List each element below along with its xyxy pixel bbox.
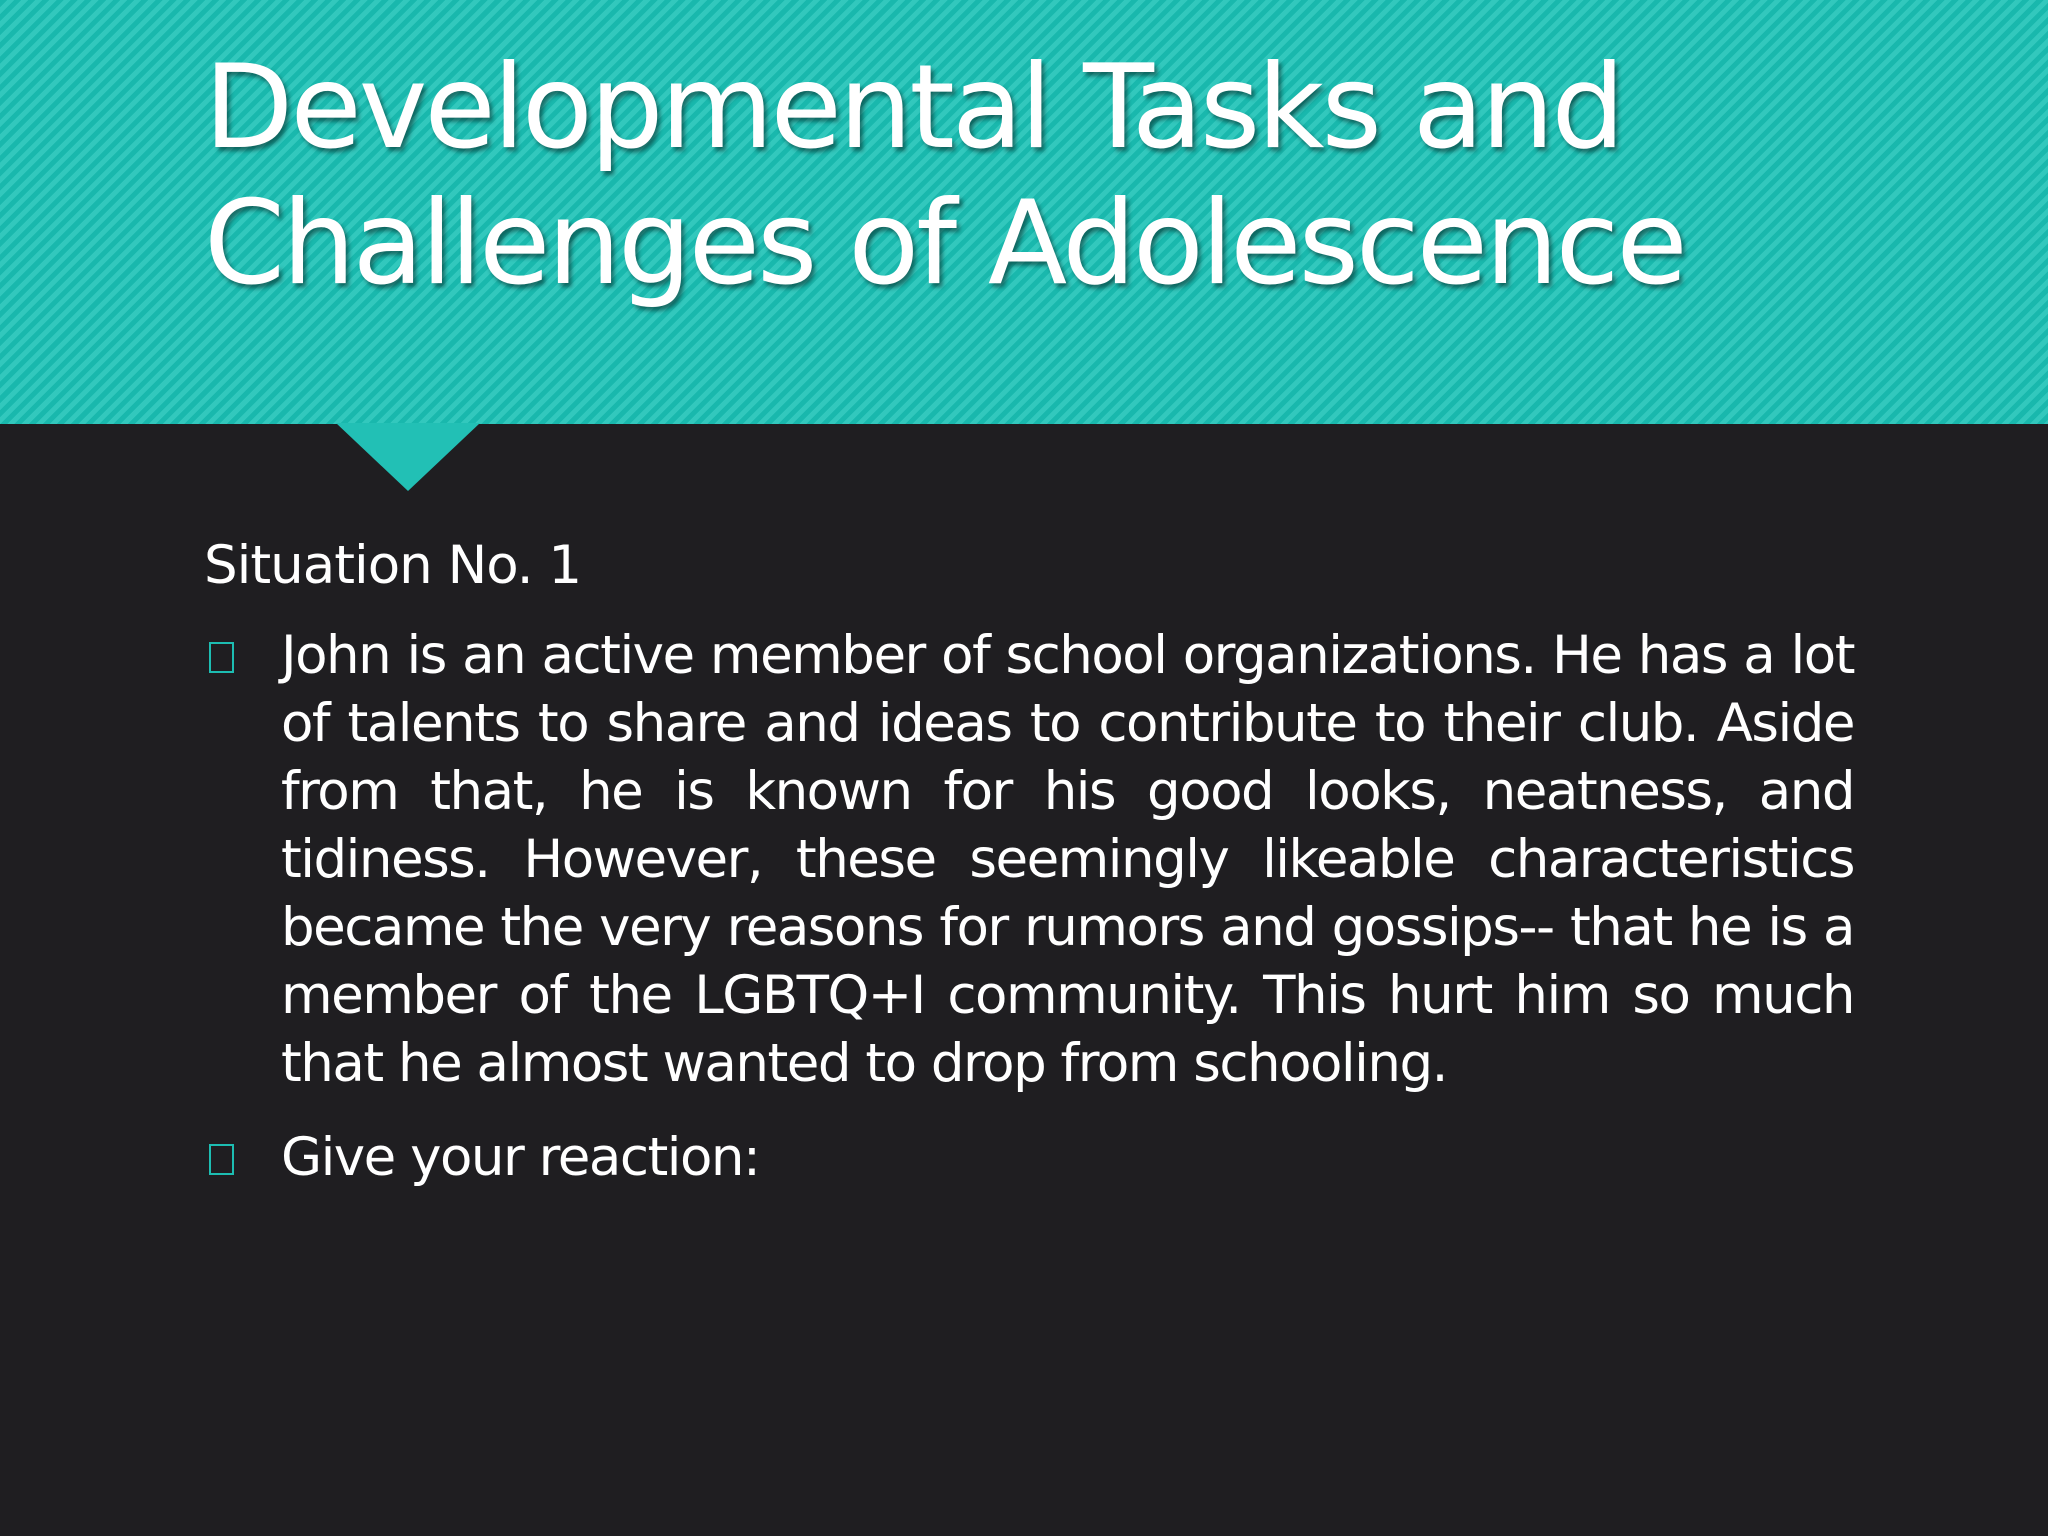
bullet-text: Give your reaction: [281,1127,760,1188]
title-line-2: Challenges of Adolescence [204,176,1685,311]
title-line-1: Developmental Tasks and [204,40,1622,175]
square-outline-icon [209,1144,234,1175]
slide-content [204,530,1854,1218]
header-pointer [336,423,480,491]
slide-title [204,40,1964,312]
bullet-item [204,622,1854,1098]
bullet-item [204,1124,1854,1192]
bullet-text: John is an active member of school organizations. He has a lot of talents to share and ideas to contribute to their club. Aside from that, he is known for his good looks, neatness, and tidiness. However, these seemingly likeable characteristics became the very reasons for rumors and gossips-- that he is a member of the LGBTQ+I community. This hurt him so much that he almost wanted to drop from schooling. [281,625,1854,1094]
square-outline-icon [209,642,234,673]
situation-heading: Situation No. 1 [204,535,582,596]
